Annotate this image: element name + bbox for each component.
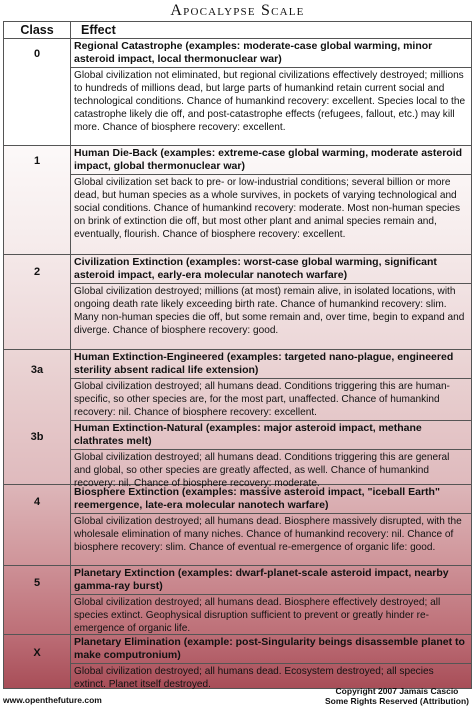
class-group-x [4,635,471,688]
class-cell [4,146,71,254]
category-description: Global civilization destroyed; all humans dead. Biosphere effectively destroyed; all species extinct. Geophysical disruption sufficient to prevent or greatly hinder re-emergence of organic life. [74,597,441,634]
table-header [4,22,471,39]
class-label: 1 [33,155,41,167]
effect-cell [71,255,471,349]
category-title: Civilization Extinction (examples: worst-case global warming, significant asteroid impact, early-era molecular nanotech warfare) [71,255,471,284]
class-label: 2 [33,266,41,278]
category-title: Planetary Extinction (examples: dwarf-planet-scale asteroid impact, nearby gamma-ray burst) [71,566,471,595]
class-cell [4,485,71,565]
category-title: Biosphere Extinction (examples: massive asteroid impact, "iceball Earth" reemergence, late-era molecular nanotech warfare) [71,485,471,514]
category-description: Global civilization destroyed; all humans dead. Ecosystem destroyed; all species extinct. Planet itself destroyed. [74,666,434,690]
class-label: 3b [30,431,44,443]
class-cell [4,635,71,688]
category-description: Global civilization not eliminated, but regional civilizations effectively destroyed; millions to hundreds of millions dead, but large parts of humankind retain current social and technological conditions. Chance of humankind recovery: excellent. Species local to the catastrophe likely die off, and post-catastrophe effects (refugees, fallout, etc.) may kill more. Chance of biosphere recovery: excellent. [74,70,466,133]
copyright-notice [325,686,469,706]
effect-cell [71,39,471,145]
category-description: Global civilization destroyed; all humans dead. Conditions triggering this are general and global, so other species are greatly affected, as well. Chance of humankind recovery: nil. Chance of biosphere recovery: moderate. [74,452,450,489]
effect-cell [71,566,471,634]
effect-cell [71,485,471,565]
class-label: 4 [33,496,41,508]
rights-line: Some Rights Reserved (Attribution) [324,696,469,706]
class-group-5 [4,566,471,635]
category-title: Regional Catastrophe (examples: moderate-case global warming, minor asteroid impact, local thermonuclear war) [71,39,471,68]
page-title: Apocalypse Scale [170,2,305,19]
class-group-4 [4,485,471,566]
class-label: 0 [33,48,41,60]
website-url: www.openthefuture.com [3,695,102,705]
class-label: 3a [30,364,44,376]
class-group-0 [4,39,471,146]
category-title: Planetary Elimination (example: post-Singularity beings disassemble planet to make computronium) [71,635,471,664]
category-description: Global civilization destroyed; millions (at most) remain alive, in isolated locations, with ongoing death rate likely exceeding birth rate. Chance of humankind recovery: slim. Many non-human species die off, but some remain and, over time, begin to expand and diverge. Chance of biosphere recovery: good. [74,286,465,336]
class-cell [4,255,71,349]
effect-cell [71,146,471,254]
category-title: Human Extinction-Engineered (examples: targeted nano-plague, engineered sterility absent radical life extension) [71,350,471,379]
class-group-3 [4,350,471,489]
category-title: Human Extinction-Natural (examples: major asteroid impact, methane clathrates melt) [71,421,471,450]
category-title: Human Die-Back (examples: extreme-case global warming, moderate asteroid impact, global thermonuclear war) [71,146,471,175]
class-column-header: Class [4,22,71,38]
class-group-1 [4,146,471,255]
scale-table [3,21,472,689]
category-description: Global civilization destroyed; all humans dead. Biosphere massively disrupted, with the wholesale elimination of many niches. Chance of humankind recovery: nil. Chance of biosphere recovery: slim. Chance of eventual re-emergence of organic life: good. [74,516,462,553]
class-group-2 [4,255,471,350]
effect-column-header: Effect [81,23,116,37]
category-description: Global civilization set back to pre- or low-industrial conditions; several billion or more dead, but human species as a whole survives, in pockets of varying technological and social conditions. Chance of humankind recovery: moderate. Most non-human species on brink of extinction die off, but most other plant and animal species remain and, eventually, flourish. Chance of biosphere recovery: excellent. [74,177,461,240]
effect-cell [71,635,471,688]
class-cell [4,566,71,634]
class-cell [4,39,71,145]
class-label: X [33,647,41,659]
effect-cell [71,350,471,489]
category-description: Global civilization destroyed; all humans dead. Conditions triggering this are human-specific, so other species are, for the most part, unaffected. Chance of humankind recovery: nil. Chance of biosphere recovery: excellent. [71,379,471,421]
copyright-line: Copyright 2007 Jamais Cascio [335,686,459,696]
class-label: 5 [33,577,41,589]
class-cell [4,350,71,484]
